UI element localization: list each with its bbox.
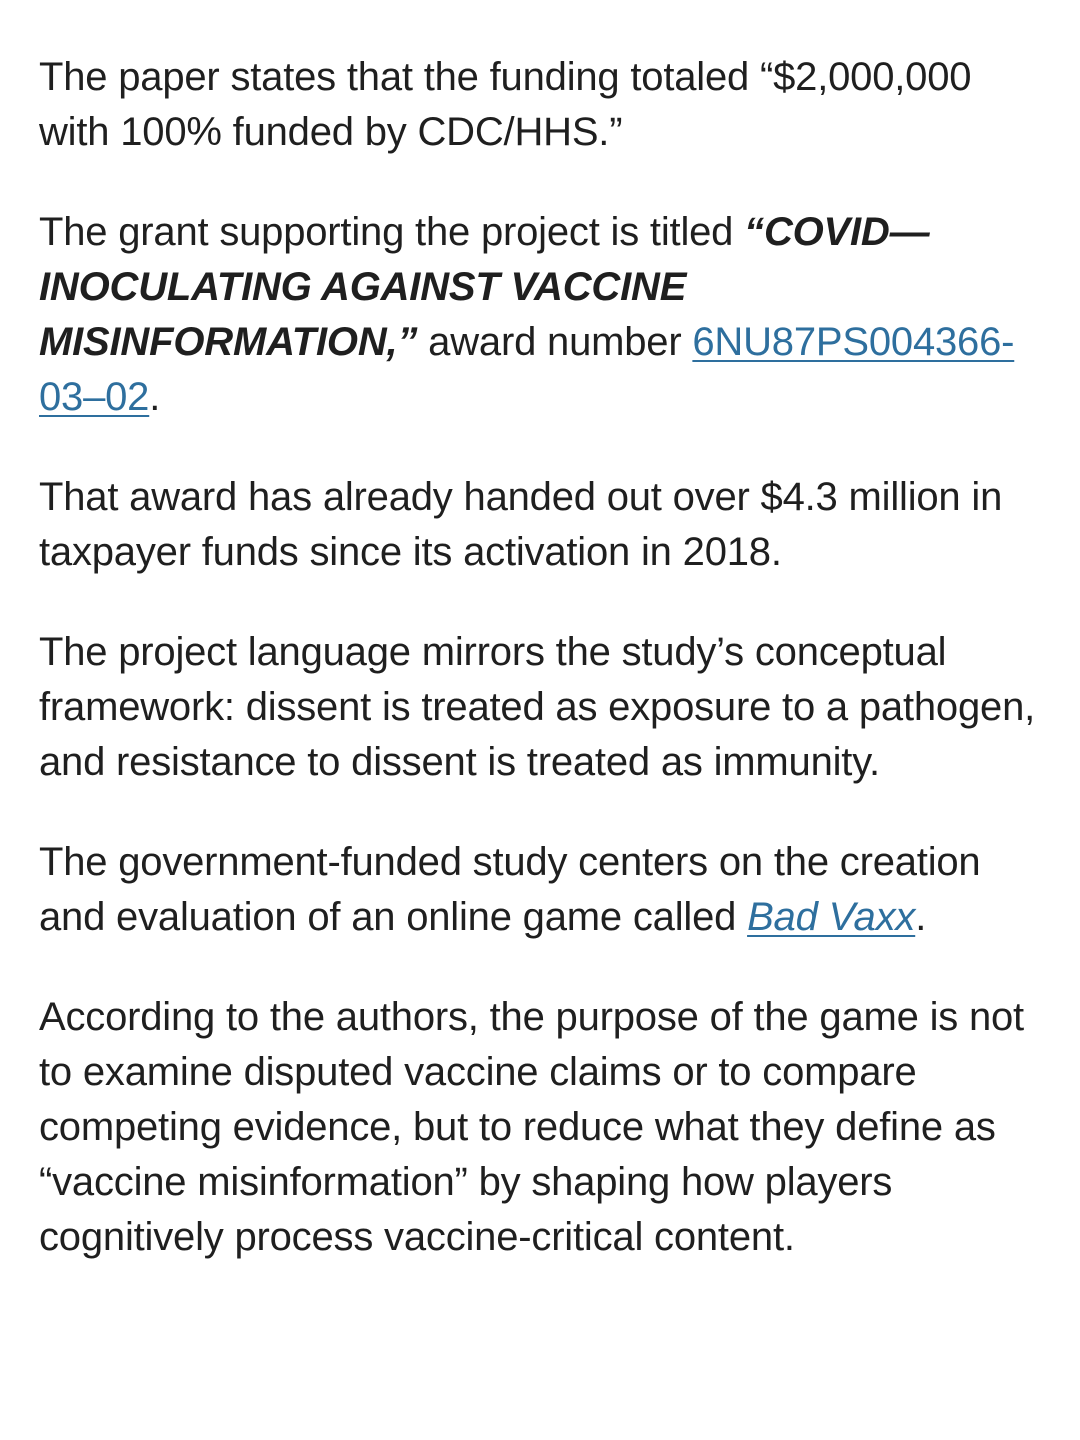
bad-vaxx-link[interactable]: Bad Vaxx <box>747 895 916 939</box>
grant-intro-text: The grant supporting the project is titled <box>39 210 745 254</box>
grant-end-punctuation: . <box>149 375 161 419</box>
paragraph-grant <box>39 205 1049 425</box>
game-end-punctuation: . <box>915 895 927 939</box>
award-number-link[interactable]: 6NU87PS004366-03–02 <box>39 320 1015 419</box>
article-body <box>39 50 1049 1310</box>
paragraph-funding: The paper states that the funding totaled “$2,000,000 with 100% funded by CDC/HHS.” <box>39 55 972 154</box>
award-number-label: award number <box>417 320 693 364</box>
paragraph-framework: The project language mirrors the study’s conceptual framework: dissent is treated as exposure to a pathogen, and resistance to dissent is treated as immunity. <box>39 630 1036 784</box>
paragraph-game <box>39 835 1049 945</box>
game-intro-text: The government-funded study centers on the creation and evaluation of an online game called <box>39 840 981 939</box>
grant-title: “COVID—INOCULATING AGAINST VACCINE MISINFORMATION,” <box>39 210 930 364</box>
paragraph-purpose: According to the authors, the purpose of the game is not to examine disputed vaccine claims or to compare competing evidence, but to reduce what they define as “vaccine misinformation” by shaping how players cognitively process vaccine-critical content. <box>39 995 1024 1259</box>
paragraph-award-total: That award has already handed out over $4.3 million in taxpayer funds since its activation in 2018. <box>39 475 1003 574</box>
